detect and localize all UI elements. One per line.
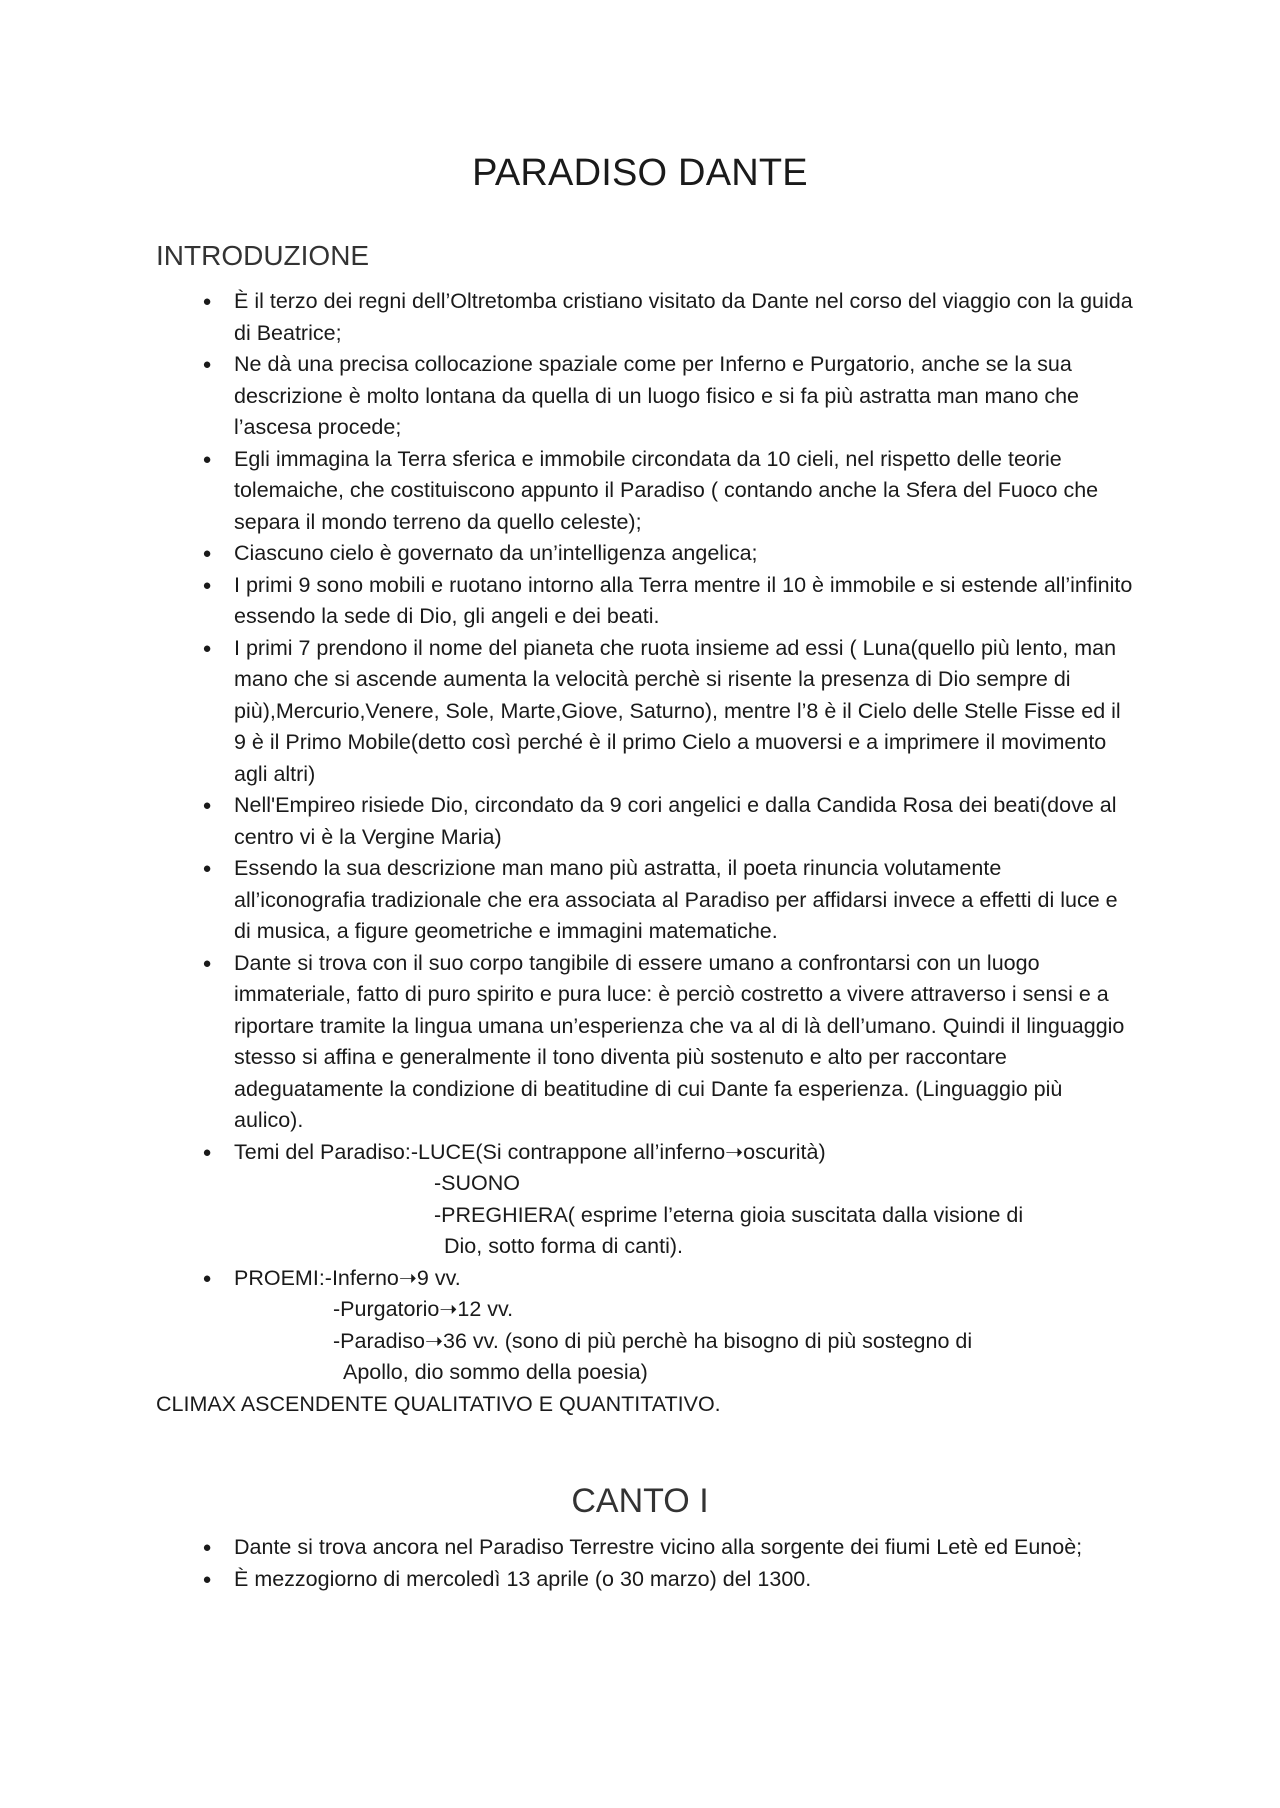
bullet-dot-icon: ● (202, 1269, 212, 1287)
section-heading-introduzione: INTRODUZIONE (156, 240, 370, 271)
bullet-dot-icon: ● (202, 545, 212, 562)
bullet-dot-icon: ● (202, 1570, 212, 1588)
list-item-text: Dante si trova ancora nel Paradiso Terrestre vicino alla sorgente dei fiumi Letè ed Eunoè; (234, 1535, 1083, 1559)
list-item (156, 538, 1136, 570)
bullet-dot-icon: ● (202, 1143, 212, 1161)
bullet-dot-icon: ● (202, 1539, 212, 1556)
proemi-paradiso-line: -Paradiso➝36 vv. (sono di più perchè ha bisogno di più sostegno di (333, 1328, 973, 1353)
bullet-dot-icon: ● (202, 639, 212, 657)
list-item (156, 444, 1136, 539)
bullet-dot-icon: ● (202, 356, 212, 373)
list-item (156, 1564, 1136, 1596)
temi-preghiera-continuation: Dio, sotto forma di canti). (444, 1234, 683, 1258)
proemi-paradiso-continuation: Apollo, dio sommo della poesia) (343, 1360, 648, 1384)
bullet-dot-icon: ● (202, 293, 212, 310)
list-item-text: I primi 7 prendono il nome del pianeta che ruota insieme ad essi ( Luna(quello più lento, man mano che si ascende aumenta la velocità perchè si risente la presenza di Dio sempre di più),Mercurio,Venere, Sole, Marte,Giove, Saturno), mentre l’8 è il Cielo delle Stelle Fisse ed il 9 è il Primo Mobile(detto così perché è il primo Cielo a muoversi e a imprimere il movimento agli altri) (234, 635, 1121, 786)
list-item-proemi (156, 1263, 1136, 1389)
list-item (156, 1532, 1136, 1564)
canto-i-content (156, 1532, 1136, 1595)
list-item (156, 286, 1136, 349)
list-item-text: Dante si trova con il suo corpo tangibile di essere umano a confrontarsi con un luogo immateriale, fatto di puro spirito e pura luce: è perciò costretto a vivere attraverso i sensi e a riportare tramite la lingua umana un’esperienza che va al di là dell’umano. Quindi il linguaggio stesso si affina e generalmente il tono diventa più sostenuto e alto per raccontare adeguatamente la condizione di beatitudine di cui Dante fa esperienza. (Linguaggio più aulico). (234, 950, 1125, 1132)
list-item (156, 790, 1136, 853)
bullet-dot-icon: ● (202, 450, 212, 468)
list-item-text: Ne dà una precisa collocazione spaziale come per Inferno e Purgatorio, anche se la sua descrizione è molto lontana da quella di un luogo fisico e si fa più astratta man mano che l’ascesa procede; (234, 352, 1079, 439)
list-item (156, 948, 1136, 1137)
introduzione-bullet-list (156, 286, 1136, 1389)
section-heading-canto-i: CANTO I (571, 1482, 709, 1520)
list-item (156, 570, 1136, 633)
climax-statement: CLIMAX ASCENDENTE QUALITATIVO E QUANTITATIVO. (156, 1391, 721, 1416)
list-item-text: Ciascuno cielo è governato da un’intelligenza angelica; (234, 541, 758, 565)
list-item-text: È il terzo dei regni dell’Oltretomba cristiano visitato da Dante nel corso del viaggio con la guida di Beatrice; (234, 289, 1133, 345)
list-item-text: Nell'Empireo risiede Dio, circondato da 9 cori angelici e dalla Candida Rosa dei beati(dove al centro vi è la Vergine Maria) (234, 793, 1117, 849)
list-item-temi (156, 1137, 1136, 1263)
bullet-dot-icon: ● (202, 576, 212, 594)
temi-line: Temi del Paradiso:-LUCE(Si contrappone all’inferno➝oscurità) (234, 1139, 826, 1164)
introduzione-content (156, 286, 1136, 1420)
temi-preghiera-line: -PREGHIERA( esprime l’eterna gioia suscitata dalla visione di (434, 1202, 1024, 1227)
list-item-text: Egli immagina la Terra sferica e immobile circondata da 10 cieli, nel rispetto delle teorie tolemaiche, che costituiscono appunto il Paradiso ( contando anche la Sfera del Fuoco che separa il mondo terreno da quello celeste); (234, 446, 1099, 534)
list-item-text: I primi 9 sono mobili e ruotano intorno alla Terra mentre il 10 è immobile e si estende all’infinito essendo la sede di Dio, gli angeli e dei beati. (234, 572, 1133, 628)
list-item-text: Essendo la sua descrizione man mano più astratta, il poeta rinuncia volutamente all’iconografia tradizionale che era associata al Paradiso per affidarsi invece a effetti di luce e di musica, a figure geometriche e immagini matematiche. (234, 856, 1118, 943)
bullet-dot-icon: ● (202, 860, 212, 877)
canto-i-bullet-list (156, 1532, 1136, 1595)
bullet-dot-icon: ● (202, 797, 212, 814)
list-item (156, 633, 1136, 791)
temi-suono-line: -SUONO (434, 1171, 520, 1195)
bullet-dot-icon: ● (202, 954, 212, 972)
proemi-purgatorio-line: -Purgatorio➝12 vv. (333, 1297, 514, 1321)
list-item-text: È mezzogiorno di mercoledì 13 aprile (o 30 marzo) del 1300. (234, 1566, 812, 1591)
proemi-line: PROEMI:-Inferno➝9 vv. (234, 1265, 461, 1290)
list-item (156, 349, 1136, 444)
document-title: PARADISO DANTE (472, 152, 808, 194)
list-item (156, 853, 1136, 948)
